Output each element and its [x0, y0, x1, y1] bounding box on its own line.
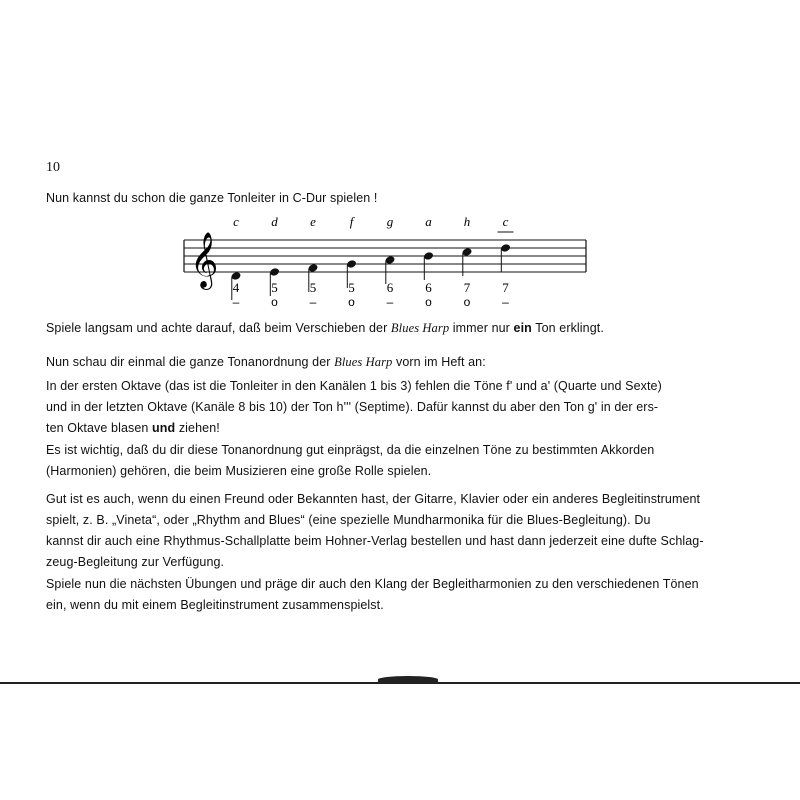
note-name: d — [271, 214, 278, 229]
staff-lines — [184, 240, 586, 272]
p6-line2: ein, wenn du mit einem Begleitinstrument zusammenspielst. — [46, 598, 384, 612]
hole-number: 6 — [386, 280, 394, 295]
note-name: a — [425, 214, 432, 229]
p1-text-a: Spiele langsam und achte darauf, daß beim Verschieben der — [46, 321, 391, 335]
blow-mark-icon: o — [348, 295, 355, 309]
note-name: h — [463, 214, 471, 229]
p3-line1: In der ersten Oktave (das ist die Tonleiter in den Kanälen 1 bis 3) fehlen die Töne f' und a' (Quarte und Sexte) — [46, 379, 662, 393]
paragraph-octaves — [46, 376, 766, 439]
note-1 — [269, 214, 280, 309]
p6-line1: Spiele nun die nächsten Übungen und präge dir auch den Klang der Begleitharmonien zu den verschiedenen Tönen — [46, 577, 699, 591]
p4-line1: Es ist wichtig, daß du dir diese Tonanordnung gut einprägst, da die einzelnen Töne zu bestimmten Akkorden — [46, 443, 655, 457]
hole-number: 6 — [425, 280, 432, 295]
note-name: c — [502, 214, 509, 229]
draw-mark-icon: – — [502, 295, 509, 309]
p3-emphasis: und — [152, 421, 176, 435]
hole-number: 7 — [463, 280, 471, 295]
paragraph-important — [46, 440, 766, 482]
p2-text-c: vorn im Heft an: — [392, 355, 486, 369]
p3-line3c: ziehen! — [175, 421, 220, 435]
note-name: g — [386, 214, 394, 229]
draw-mark-icon: – — [232, 295, 240, 309]
paragraph-blues-harp-tip — [46, 318, 766, 339]
note-0 — [231, 214, 242, 309]
blow-mark-icon: o — [425, 295, 432, 309]
p4-line2: (Harmonien) gehören, die beim Musizieren eine große Rolle spielen. — [46, 464, 432, 478]
p3-line2: und in der letzten Oktave (Kanäle 8 bis 10) der Ton h''' (Septime). Dafür kannst du aber den Ton g' in der ers- — [46, 400, 659, 414]
note-6 — [462, 214, 473, 309]
draw-mark-icon: – — [309, 295, 317, 309]
treble-clef-icon: 𝄞 — [190, 232, 219, 288]
paragraph-accompaniment — [46, 489, 766, 573]
note-5 — [423, 214, 434, 309]
hole-number: 5 — [271, 280, 278, 295]
p1-text-e: Ton erklingt. — [531, 321, 604, 335]
hole-number: 4 — [232, 280, 240, 295]
note-2 — [308, 214, 319, 309]
p5-line1: Gut ist es auch, wenn du einen Freund oder Bekannten hast, der Gitarre, Klavier oder ein anderes Begleitinstrument — [46, 492, 701, 506]
p2-text-a: Nun schau dir einmal die ganze Tonanordnung der — [46, 355, 335, 369]
note-name: c — [233, 214, 239, 229]
note-3 — [346, 214, 357, 309]
note-name: f — [349, 214, 354, 229]
p1-emphasis: ein — [513, 321, 532, 335]
page-number: 10 — [46, 160, 60, 175]
blues-harp-term: Blues Harp — [390, 321, 450, 335]
blow-mark-icon: o — [463, 295, 471, 309]
note-7 — [498, 214, 514, 309]
p5-line3: kannst dir auch eine Rhythmus-Schallplatte beim Hohner-Verlag bestellen und hast dann jederzeit eine dufte Schlag- — [46, 534, 704, 548]
p1-text-c: immer nur — [449, 321, 514, 335]
note-name: e — [310, 214, 316, 229]
hole-number: 5 — [348, 280, 355, 295]
page-bottom-bump — [378, 676, 438, 683]
hole-number: 5 — [309, 280, 317, 295]
paragraph-tone-layout — [46, 352, 766, 373]
p3-line3a: ten Oktave blasen — [46, 421, 153, 435]
paragraph-exercises — [46, 574, 766, 616]
draw-mark-icon: – — [386, 295, 394, 309]
music-staff — [180, 210, 600, 310]
scale-notes — [231, 214, 514, 309]
p5-line2: spielt, z. B. „Vineta“, oder „Rhythm and Blues“ (eine spezielle Mundharmonika für die Blues-Begleitung). Du — [46, 513, 651, 527]
intro-text: Nun kannst du schon die ganze Tonleiter in C-Dur spielen ! — [46, 191, 378, 205]
note-4 — [385, 214, 396, 309]
blow-mark-icon: o — [271, 295, 278, 309]
hole-number: 7 — [502, 280, 509, 295]
blues-harp-term-2: Blues Harp — [334, 355, 393, 369]
p5-line4: zeug-Begleitung zur Verfügung. — [46, 555, 225, 569]
p3-line3 — [46, 418, 766, 439]
